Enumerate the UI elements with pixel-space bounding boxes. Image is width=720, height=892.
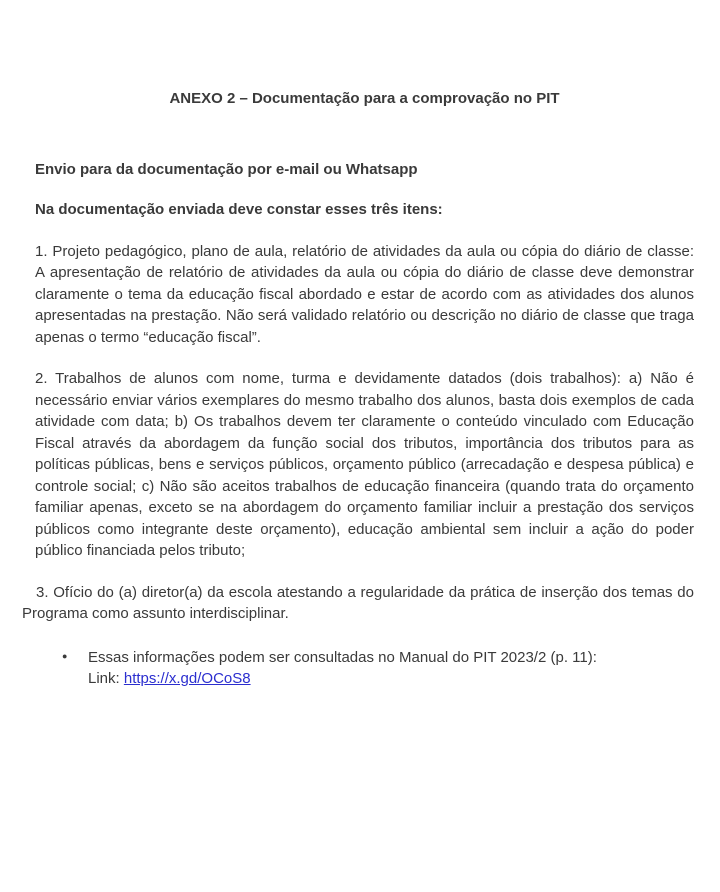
- document-page: [0, 88, 720, 892]
- note-text: Essas informações podem ser consultadas no Manual do PIT 2023/2 (p. 11):: [88, 648, 597, 666]
- note-list-item: [35, 647, 694, 690]
- heading-tres-itens: Na documentação enviada deve constar esses três itens:: [35, 201, 443, 218]
- paragraph-item-3: 3. Ofício do (a) diretor(a) da escola atestando a regularidade da prática de inserção dos temas do Programa como assunto interdisciplinar.: [22, 583, 694, 622]
- bullet-icon: ●: [62, 650, 68, 661]
- link-label: Link:: [88, 670, 124, 687]
- note-content: [88, 647, 694, 690]
- paragraph-item-1: 1. Projeto pedagógico, plano de aula, relatório de atividades da aula ou cópia do diário de classe: A apresentação de relatório de atividades da aula ou cópia do diário de classe deve demonstrar claramente o tema da educação fiscal abordado e estar de acordo com as atividades dos alunos apresentadas na prestação. Não será validado relatório ou descrição no diário de classe que traga apenas o termo “educação fiscal”.: [35, 242, 694, 346]
- manual-pit-link[interactable]: https://x.gd/OCoS8: [123, 670, 251, 687]
- heading-envio-documentacao: Envio para da documentação por e-mail ou Whatsapp: [35, 160, 418, 178]
- paragraph-item-2: 2. Trabalhos de alunos com nome, turma e devidamente datados (dois trabalhos): a) Não é necessário enviar vários exemplares do mesmo trabalho dos alunos, basta dois exemplos de cada atividade com data; b) Os trabalhos devem ter claramente o conteúdo vinculado com Educação Fiscal através da abordagem da função social dos tributos, importância dos tributos para as políticas públicas, bens e serviços públicos, orçamento público (arrecadação e despesa pública) e controle social; c) Não são aceitos trabalhos de educação financeira (quando trata do orçamento familiar apenas, exceto se na abordagem do orçamento familiar incluir a prestação dos serviços públicos como integrante deste orçamento), educação ambiental sem incluir a ação do poder público financiada pelos tributo;: [35, 370, 694, 559]
- document-title: ANEXO 2 – Documentação para a comprovação no PIT: [169, 90, 560, 107]
